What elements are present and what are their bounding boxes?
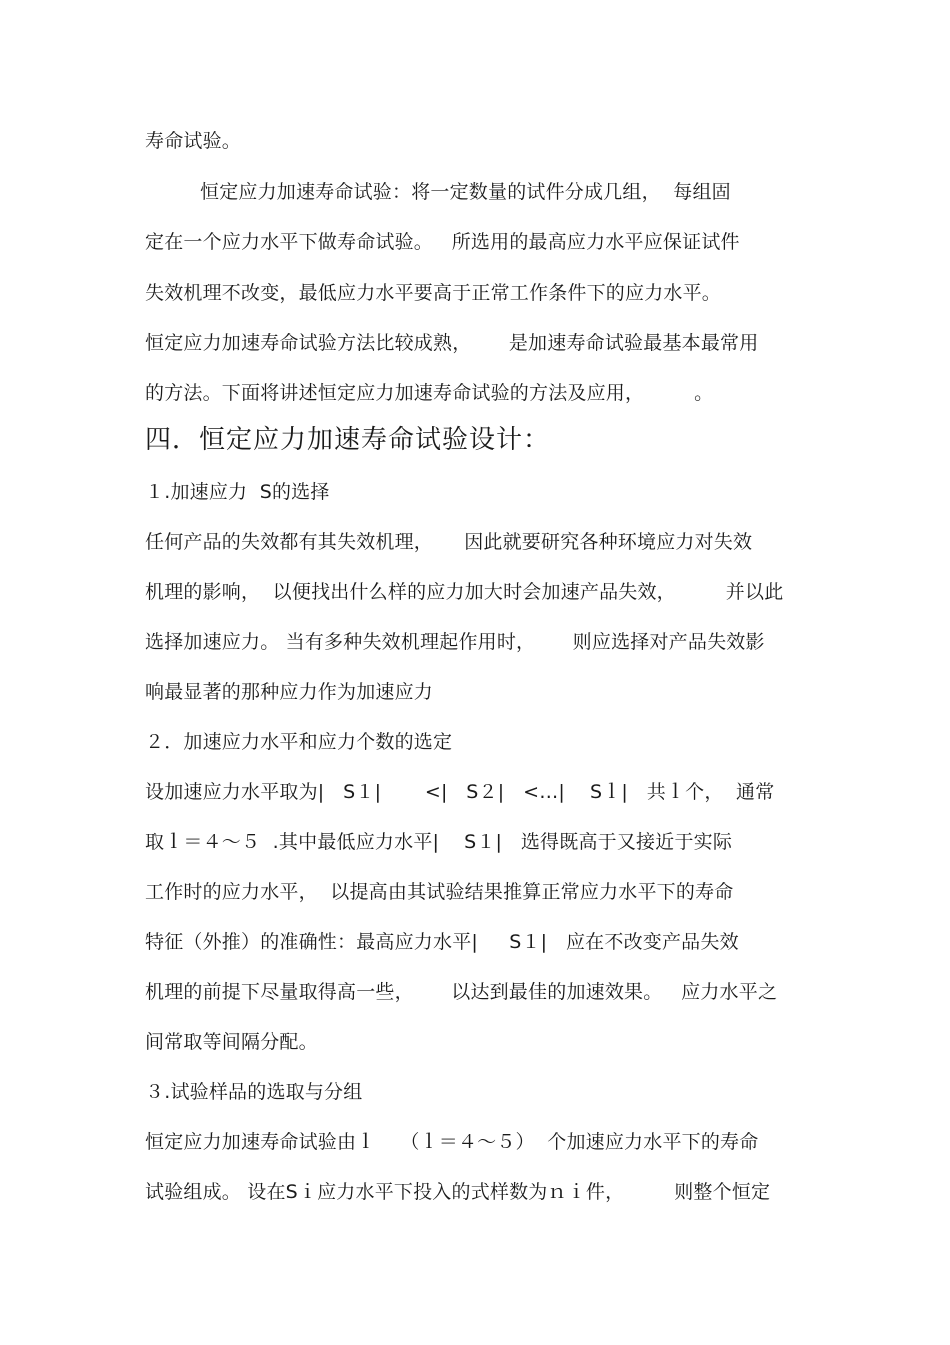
paragraph-line: 任何产品的失效都有其失效机理， 因此就要研究各种环境应力对失效 xyxy=(145,531,753,553)
paragraph-line: 的方法。下面将讲述恒定应力加速寿命试验的方法及应用， 。 xyxy=(145,382,714,404)
subsection-heading: ２．加速应力水平和应力个数的选定 xyxy=(145,731,453,753)
paragraph-line: 试验组成。 设在Sｉ应力水平下投入的式样数为ｎｉ件， 则整个恒定 xyxy=(145,1181,771,1203)
paragraph-line: 恒定应力加速寿命试验：将一定数量的试件分成几组， 每组固 xyxy=(200,181,731,203)
paragraph-line: 响最显著的那种应力作为加速应力 xyxy=(145,681,434,703)
subsection-heading: １.加速应力 S的选择 xyxy=(145,481,330,503)
paragraph-line: 失效机理不改变，最低应力水平要高于正常工作条件下的应力水平。 xyxy=(145,282,722,304)
subsection-heading: ３.试验样品的选取与分组 xyxy=(145,1081,363,1103)
section-heading: 四．恒定应力加速寿命试验设计： xyxy=(145,425,551,455)
paragraph-line: 选择加速应力。 当有多种失效机理起作用时， 则应选择对产品失效影 xyxy=(145,631,765,653)
paragraph-line: 设加速应力水平取为| S１| <| S２| <…| Sｌ| 共ｌ个， 通常 xyxy=(145,781,775,803)
paragraph-line: 机理的影响， 以便找出什么样的应力加大时会加速产品失效， 并以此 xyxy=(145,581,784,603)
paragraph-line: 寿命试验。 xyxy=(145,130,242,152)
paragraph-line: 恒定应力加速寿命试验方法比较成熟， 是加速寿命试验最基本最常用 xyxy=(145,332,759,354)
paragraph-line: 取ｌ＝４～５ .其中最低应力水平| S１| 选得既高于又接近于实际 xyxy=(145,831,733,853)
paragraph-line: 特征（外推）的准确性：最高应力水平| S１| 应在不改变产品失效 xyxy=(145,931,739,953)
paragraph-line: 定在一个应力水平下做寿命试验。 所选用的最高应力水平应保证试件 xyxy=(145,231,740,253)
paragraph-line: 机理的前提下尽量取得高一些， 以达到最佳的加速效果。 应力水平之 xyxy=(145,981,778,1003)
paragraph-line: 恒定应力加速寿命试验由ｌ （ｌ＝４～５） 个加速应力水平下的寿命 xyxy=(145,1131,759,1153)
paragraph-line: 间常取等间隔分配。 xyxy=(145,1031,318,1053)
paragraph-line: 工作时的应力水平， 以提高由其试验结果推算正常应力水平下的寿命 xyxy=(145,881,734,903)
